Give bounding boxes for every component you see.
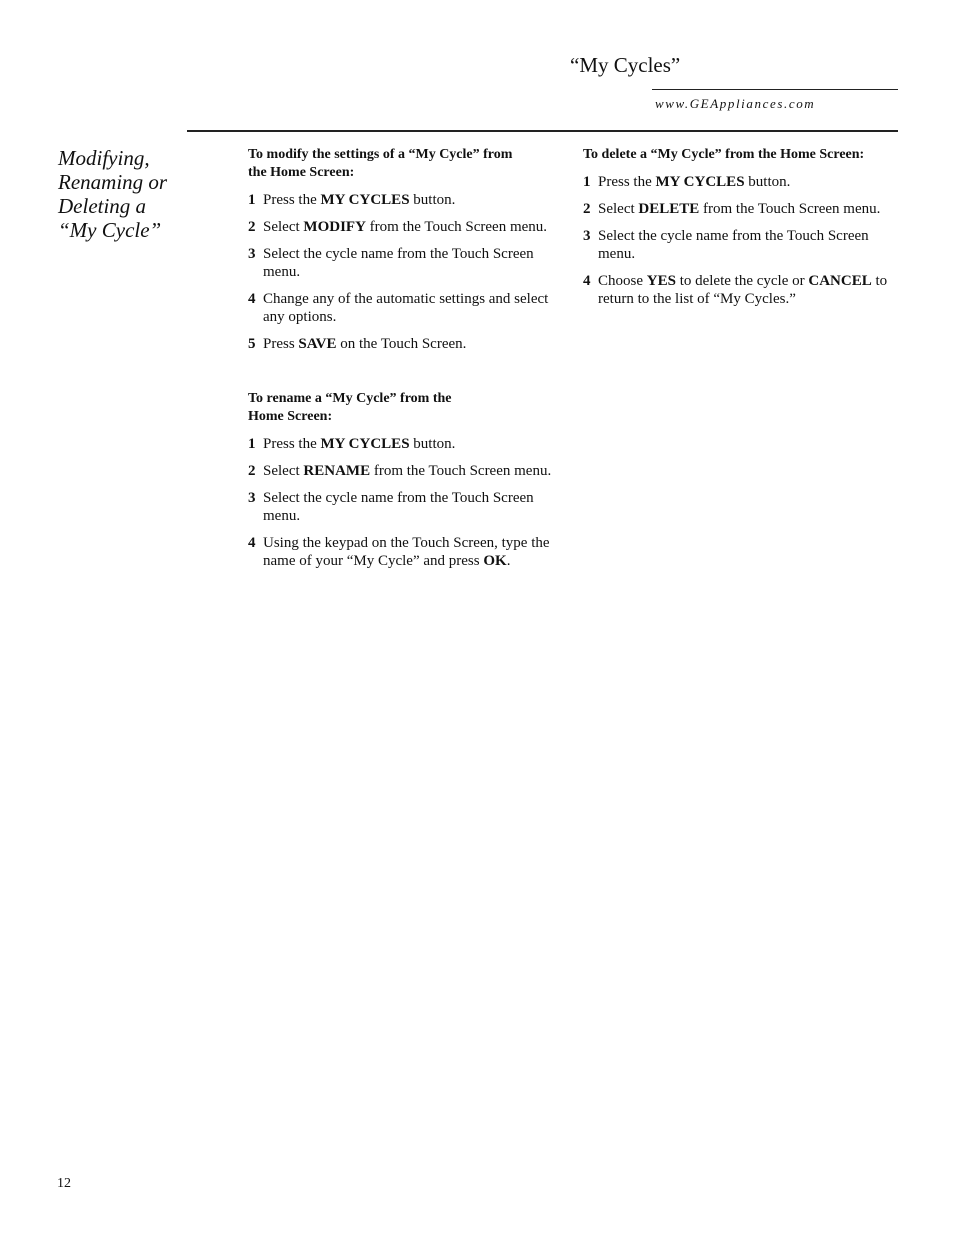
step-item: [583, 173, 895, 191]
step-text: Press the MY CYCLES button.: [598, 174, 791, 190]
title-line: Home Screen:: [248, 409, 333, 424]
step-number: 1: [248, 192, 256, 208]
step-number: 3: [248, 246, 256, 262]
step-item: [248, 191, 562, 209]
instructions-column-left: [248, 146, 562, 579]
section-heading: [58, 146, 193, 242]
step-text: Select RENAME from the Touch Screen menu.: [263, 463, 552, 479]
step-number: 2: [248, 219, 256, 235]
header-divider: [652, 89, 898, 90]
delete-procedure: [583, 146, 895, 308]
step-item: [583, 200, 895, 218]
step-number: 1: [248, 436, 256, 452]
step-text: Press the MY CYCLES button.: [263, 192, 456, 208]
step-text: Change any of the automatic settings and select any options.: [263, 291, 549, 325]
step-number: 2: [583, 201, 591, 217]
modify-procedure: [248, 146, 562, 353]
title-line: To delete a “My Cycle” from the Home Screen:: [583, 147, 865, 162]
step-number: 4: [248, 535, 256, 551]
website-url: www.GEAppliances.com: [655, 96, 816, 111]
step-number: 2: [248, 463, 256, 479]
page-header-title: “My Cycles”: [570, 53, 681, 77]
section-heading-line: Deleting a: [58, 194, 147, 218]
title-line: the Home Screen:: [248, 165, 355, 180]
step-number: 1: [583, 174, 591, 190]
step-item: [248, 245, 562, 281]
delete-procedure-title: [583, 146, 895, 164]
rename-procedure-title: [248, 390, 562, 426]
step-text: Choose YES to delete the cycle or CANCEL to return to the list of “My Cycles.”: [598, 273, 888, 307]
section-heading-line: “My Cycle”: [58, 218, 162, 242]
step-item: [248, 218, 562, 236]
step-item: [248, 534, 562, 570]
step-text: Select the cycle name from the Touch Screen menu.: [263, 490, 534, 524]
step-item: [248, 489, 562, 525]
step-number: 4: [248, 291, 256, 307]
rename-procedure: [248, 390, 562, 570]
step-item: [583, 227, 895, 263]
step-item: [583, 272, 895, 308]
section-heading-line: Modifying,: [58, 146, 150, 170]
delete-steps: [583, 173, 895, 308]
section-heading-line: Renaming or: [58, 170, 168, 194]
step-item: [248, 435, 562, 453]
instructions-column-right: [583, 146, 895, 317]
page-number: 12: [57, 1176, 71, 1191]
modify-steps: [248, 191, 562, 353]
step-number: 3: [248, 490, 256, 506]
step-text: Select the cycle name from the Touch Screen menu.: [598, 228, 869, 262]
title-line: To rename a “My Cycle” from the: [248, 391, 452, 406]
step-item: [248, 290, 562, 326]
modify-procedure-title: [248, 146, 562, 182]
step-number: 4: [583, 273, 591, 289]
step-text: Select MODIFY from the Touch Screen menu.: [263, 219, 548, 235]
step-item: [248, 462, 562, 480]
step-text: Select DELETE from the Touch Screen menu.: [598, 201, 881, 217]
step-text: Using the keypad on the Touch Screen, type the name of your “My Cycle” and press OK.: [263, 535, 550, 569]
rename-steps: [248, 435, 562, 570]
step-text: Select the cycle name from the Touch Screen menu.: [263, 246, 534, 280]
section-divider: [187, 130, 898, 132]
step-text: Press SAVE on the Touch Screen.: [263, 336, 467, 352]
step-number: 3: [583, 228, 591, 244]
step-number: 5: [248, 336, 256, 352]
title-line: To modify the settings of a “My Cycle” from: [248, 147, 513, 162]
step-text: Press the MY CYCLES button.: [263, 436, 456, 452]
step-item: [248, 335, 562, 353]
